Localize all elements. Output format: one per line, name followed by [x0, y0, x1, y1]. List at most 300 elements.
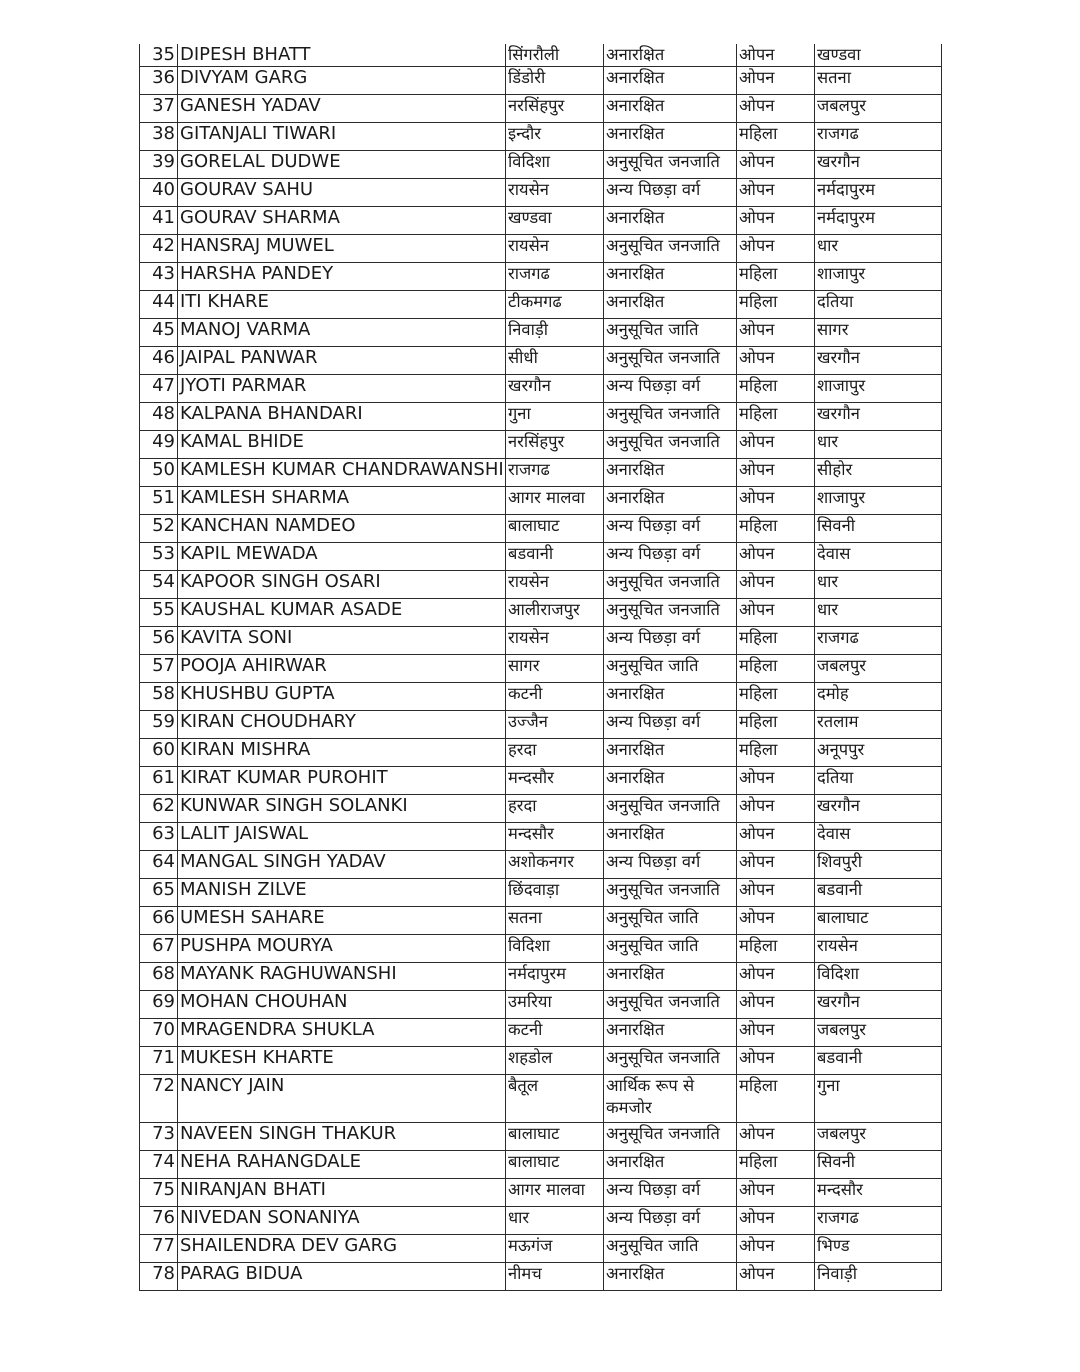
quota-type-cell: ओपन [737, 767, 815, 795]
home-district-cell: नरसिंहपुर [506, 95, 604, 123]
serial-number-cell: 63 [140, 823, 178, 851]
home-district-cell: सतना [506, 907, 604, 935]
serial-number-cell: 39 [140, 151, 178, 179]
posting-district-cell: जबलपुर [815, 1123, 942, 1151]
serial-number-cell: 65 [140, 879, 178, 907]
category-cell: अन्य पिछड़ा वर्ग [604, 375, 737, 403]
candidate-name-cell: KHUSHBU GUPTA [178, 683, 506, 711]
home-district-cell: इन्दौर [506, 123, 604, 151]
quota-type-cell: ओपन [737, 851, 815, 879]
category-cell: अनारक्षित [604, 95, 737, 123]
table-row [140, 1207, 942, 1235]
table-row [140, 991, 942, 1019]
candidate-name-cell: HANSRAJ MUWEL [178, 235, 506, 263]
home-district-cell: मन्दसौर [506, 767, 604, 795]
serial-number-cell: 54 [140, 571, 178, 599]
quota-type-cell: ओपन [737, 963, 815, 991]
category-cell: अनुसूचित जनजाति [604, 571, 737, 599]
category-cell: अनारक्षित [604, 487, 737, 515]
posting-district-cell: रायसेन [815, 935, 942, 963]
posting-district-cell: बालाघाट [815, 907, 942, 935]
category-cell: अनारक्षित [604, 739, 737, 767]
table-row [140, 739, 942, 767]
candidate-name-cell: NANCY JAIN [178, 1075, 506, 1123]
quota-type-cell: ओपन [737, 1263, 815, 1291]
table-row [140, 515, 942, 543]
candidate-name-cell: PUSHPA MOURYA [178, 935, 506, 963]
quota-type-cell: ओपन [737, 431, 815, 459]
candidate-name-cell: KAVITA SONI [178, 627, 506, 655]
posting-district-cell: बडवानी [815, 879, 942, 907]
category-cell: अनुसूचित जनजाति [604, 879, 737, 907]
table-row [140, 67, 942, 95]
posting-district-cell: भिण्ड [815, 1235, 942, 1263]
posting-district-cell: गुना [815, 1075, 942, 1123]
candidate-table [139, 44, 942, 1291]
quota-type-cell: महिला [737, 515, 815, 543]
serial-number-cell: 50 [140, 459, 178, 487]
candidate-name-cell: GOURAV SAHU [178, 179, 506, 207]
home-district-cell: डिंडोरी [506, 67, 604, 95]
candidate-name-cell: NEHA RAHANGDALE [178, 1151, 506, 1179]
posting-district-cell: राजगढ [815, 123, 942, 151]
category-cell: अन्य पिछड़ा वर्ग [604, 851, 737, 879]
home-district-cell: शहडोल [506, 1047, 604, 1075]
category-cell: अनारक्षित [604, 123, 737, 151]
quota-type-cell: महिला [737, 1151, 815, 1179]
serial-number-cell: 38 [140, 123, 178, 151]
category-cell: अनुसूचित जाति [604, 319, 737, 347]
serial-number-cell: 66 [140, 907, 178, 935]
quota-type-cell: ओपन [737, 151, 815, 179]
home-district-cell: नीमच [506, 1263, 604, 1291]
posting-district-cell: अनूपपुर [815, 739, 942, 767]
home-district-cell: बैतूल [506, 1075, 604, 1123]
home-district-cell: सीधी [506, 347, 604, 375]
serial-number-cell: 40 [140, 179, 178, 207]
serial-number-cell: 36 [140, 67, 178, 95]
posting-district-cell: देवास [815, 823, 942, 851]
posting-district-cell: शाजापुर [815, 375, 942, 403]
table-row [140, 935, 942, 963]
category-cell: अनुसूचित जनजाति [604, 347, 737, 375]
home-district-cell: खण्डवा [506, 207, 604, 235]
quota-type-cell: ओपन [737, 991, 815, 1019]
quota-type-cell: ओपन [737, 795, 815, 823]
table-row [140, 1151, 942, 1179]
candidate-table-body [140, 44, 942, 1291]
candidate-name-cell: NAVEEN SINGH THAKUR [178, 1123, 506, 1151]
category-cell: अनारक्षित [604, 291, 737, 319]
candidate-name-cell: GITANJALI TIWARI [178, 123, 506, 151]
quota-type-cell: ओपन [737, 95, 815, 123]
category-cell: अन्य पिछड़ा वर्ग [604, 627, 737, 655]
quota-type-cell: ओपन [737, 1019, 815, 1047]
quota-type-cell: महिला [737, 123, 815, 151]
home-district-cell: निवाड़ी [506, 319, 604, 347]
table-row [140, 879, 942, 907]
quota-type-cell: महिला [737, 683, 815, 711]
posting-district-cell: राजगढ [815, 1207, 942, 1235]
category-cell: अनुसूचित जनजाति [604, 1123, 737, 1151]
serial-number-cell: 57 [140, 655, 178, 683]
serial-number-cell: 35 [140, 44, 178, 67]
home-district-cell: खरगौन [506, 375, 604, 403]
candidate-name-cell: LALIT JAISWAL [178, 823, 506, 851]
home-district-cell: राजगढ [506, 263, 604, 291]
posting-district-cell: जबलपुर [815, 1019, 942, 1047]
category-cell: अनारक्षित [604, 1263, 737, 1291]
candidate-name-cell: KAUSHAL KUMAR ASADE [178, 599, 506, 627]
posting-district-cell: सतना [815, 67, 942, 95]
quota-type-cell: महिला [737, 935, 815, 963]
serial-number-cell: 72 [140, 1075, 178, 1123]
candidate-name-cell: NIRANJAN BHATI [178, 1179, 506, 1207]
category-cell: अनारक्षित [604, 44, 737, 67]
home-district-cell: विदिशा [506, 151, 604, 179]
table-row [140, 95, 942, 123]
home-district-cell: आलीराजपुर [506, 599, 604, 627]
quota-type-cell: महिला [737, 739, 815, 767]
category-cell: अनारक्षित [604, 263, 737, 291]
table-row [140, 963, 942, 991]
posting-district-cell: खरगौन [815, 403, 942, 431]
serial-number-cell: 61 [140, 767, 178, 795]
candidate-name-cell: MANISH ZILVE [178, 879, 506, 907]
table-row [140, 375, 942, 403]
quota-type-cell: ओपन [737, 571, 815, 599]
home-district-cell: रायसेन [506, 235, 604, 263]
table-row [140, 851, 942, 879]
posting-district-cell: देवास [815, 543, 942, 571]
table-row [140, 291, 942, 319]
quota-type-cell: ओपन [737, 1123, 815, 1151]
home-district-cell: कटनी [506, 683, 604, 711]
quota-type-cell: ओपन [737, 487, 815, 515]
serial-number-cell: 77 [140, 1235, 178, 1263]
posting-district-cell: नर्मदापुरम [815, 179, 942, 207]
table-row [140, 487, 942, 515]
quota-type-cell: महिला [737, 1075, 815, 1123]
category-cell: अनारक्षित [604, 767, 737, 795]
candidate-name-cell: HARSHA PANDEY [178, 263, 506, 291]
candidate-name-cell: KAMLESH SHARMA [178, 487, 506, 515]
home-district-cell: बालाघाट [506, 515, 604, 543]
table-row [140, 347, 942, 375]
candidate-name-cell: GANESH YADAV [178, 95, 506, 123]
posting-district-cell: खण्डवा [815, 44, 942, 67]
candidate-name-cell: UMESH SAHARE [178, 907, 506, 935]
quota-type-cell: ओपन [737, 599, 815, 627]
serial-number-cell: 58 [140, 683, 178, 711]
serial-number-cell: 78 [140, 1263, 178, 1291]
category-cell: अनारक्षित [604, 1151, 737, 1179]
home-district-cell: रायसेन [506, 571, 604, 599]
posting-district-cell: दतिया [815, 291, 942, 319]
candidate-name-cell: KAMAL BHIDE [178, 431, 506, 459]
posting-district-cell: शाजापुर [815, 487, 942, 515]
category-cell: अनारक्षित [604, 67, 737, 95]
home-district-cell: अशोकनगर [506, 851, 604, 879]
serial-number-cell: 48 [140, 403, 178, 431]
candidate-name-cell: GOURAV SHARMA [178, 207, 506, 235]
serial-number-cell: 47 [140, 375, 178, 403]
table-row [140, 403, 942, 431]
category-cell: अनुसूचित जनजाति [604, 991, 737, 1019]
home-district-cell: राजगढ [506, 459, 604, 487]
candidate-name-cell: KIRAN CHOUDHARY [178, 711, 506, 739]
candidate-name-cell: KAPIL MEWADA [178, 543, 506, 571]
table-row [140, 44, 942, 67]
serial-number-cell: 46 [140, 347, 178, 375]
quota-type-cell: ओपन [737, 67, 815, 95]
home-district-cell: आगर मालवा [506, 487, 604, 515]
home-district-cell: बालाघाट [506, 1123, 604, 1151]
home-district-cell: बडवानी [506, 543, 604, 571]
home-district-cell: रायसेन [506, 627, 604, 655]
home-district-cell: नर्मदापुरम [506, 963, 604, 991]
posting-district-cell: सिवनी [815, 1151, 942, 1179]
table-row [140, 151, 942, 179]
serial-number-cell: 62 [140, 795, 178, 823]
home-district-cell: उमरिया [506, 991, 604, 1019]
serial-number-cell: 37 [140, 95, 178, 123]
posting-district-cell: बडवानी [815, 1047, 942, 1075]
posting-district-cell: खरगौन [815, 151, 942, 179]
table-row [140, 263, 942, 291]
table-row [140, 319, 942, 347]
category-cell: अन्य पिछड़ा वर्ग [604, 515, 737, 543]
home-district-cell: गुना [506, 403, 604, 431]
quota-type-cell: ओपन [737, 235, 815, 263]
candidate-name-cell: MANOJ VARMA [178, 319, 506, 347]
posting-district-cell: सागर [815, 319, 942, 347]
table-row [140, 823, 942, 851]
table-row [140, 207, 942, 235]
candidate-name-cell: KAMLESH KUMAR CHANDRAWANSHI [178, 459, 506, 487]
quota-type-cell: महिला [737, 655, 815, 683]
serial-number-cell: 67 [140, 935, 178, 963]
quota-type-cell: ओपन [737, 1179, 815, 1207]
table-row [140, 543, 942, 571]
serial-number-cell: 55 [140, 599, 178, 627]
quota-type-cell: ओपन [737, 543, 815, 571]
quota-type-cell: ओपन [737, 1235, 815, 1263]
serial-number-cell: 76 [140, 1207, 178, 1235]
table-row [140, 711, 942, 739]
home-district-cell: विदिशा [506, 935, 604, 963]
table-row [140, 1075, 942, 1123]
table-row [140, 767, 942, 795]
posting-district-cell: शिवपुरी [815, 851, 942, 879]
quota-type-cell: महिला [737, 375, 815, 403]
posting-district-cell: जबलपुर [815, 655, 942, 683]
serial-number-cell: 53 [140, 543, 178, 571]
home-district-cell: आगर मालवा [506, 1179, 604, 1207]
posting-district-cell: मन्दसौर [815, 1179, 942, 1207]
table-row [140, 683, 942, 711]
home-district-cell: धार [506, 1207, 604, 1235]
candidate-name-cell: KANCHAN NAMDEO [178, 515, 506, 543]
quota-type-cell: ओपन [737, 179, 815, 207]
serial-number-cell: 69 [140, 991, 178, 1019]
candidate-name-cell: KUNWAR SINGH SOLANKI [178, 795, 506, 823]
posting-district-cell: खरगौन [815, 795, 942, 823]
category-cell: अनारक्षित [604, 459, 737, 487]
quota-type-cell: महिला [737, 263, 815, 291]
table-row [140, 627, 942, 655]
candidate-name-cell: JYOTI PARMAR [178, 375, 506, 403]
candidate-name-cell: KIRAT KUMAR PUROHIT [178, 767, 506, 795]
candidate-name-cell: SHAILENDRA DEV GARG [178, 1235, 506, 1263]
quota-type-cell: ओपन [737, 823, 815, 851]
serial-number-cell: 59 [140, 711, 178, 739]
category-cell: अन्य पिछड़ा वर्ग [604, 711, 737, 739]
serial-number-cell: 68 [140, 963, 178, 991]
table-row [140, 179, 942, 207]
home-district-cell: उज्जैन [506, 711, 604, 739]
candidate-name-cell: ITI KHARE [178, 291, 506, 319]
category-cell: आर्थिक रूप से कमजोर [604, 1075, 737, 1123]
candidate-name-cell: JAIPAL PANWAR [178, 347, 506, 375]
serial-number-cell: 52 [140, 515, 178, 543]
table-row [140, 907, 942, 935]
category-cell: अनुसूचित जाति [604, 655, 737, 683]
quota-type-cell: ओपन [737, 44, 815, 67]
home-district-cell: हरदा [506, 795, 604, 823]
serial-number-cell: 56 [140, 627, 178, 655]
serial-number-cell: 73 [140, 1123, 178, 1151]
home-district-cell: बालाघाट [506, 1151, 604, 1179]
serial-number-cell: 44 [140, 291, 178, 319]
category-cell: अनारक्षित [604, 207, 737, 235]
category-cell: अनुसूचित जाति [604, 1235, 737, 1263]
quota-type-cell: ओपन [737, 347, 815, 375]
quota-type-cell: ओपन [737, 207, 815, 235]
candidate-name-cell: KAPOOR SINGH OSARI [178, 571, 506, 599]
posting-district-cell: निवाड़ी [815, 1263, 942, 1291]
quota-type-cell: ओपन [737, 879, 815, 907]
serial-number-cell: 75 [140, 1179, 178, 1207]
candidate-name-cell: MAYANK RAGHUWANSHI [178, 963, 506, 991]
table-row [140, 1047, 942, 1075]
quota-type-cell: महिला [737, 291, 815, 319]
posting-district-cell: शाजापुर [815, 263, 942, 291]
posting-district-cell: खरगौन [815, 991, 942, 1019]
category-cell: अनुसूचित जनजाति [604, 431, 737, 459]
candidate-name-cell: PARAG BIDUA [178, 1263, 506, 1291]
posting-district-cell: रतलाम [815, 711, 942, 739]
table-row [140, 1123, 942, 1151]
posting-district-cell: धार [815, 599, 942, 627]
category-cell: अनुसूचित जनजाति [604, 151, 737, 179]
candidate-name-cell: POOJA AHIRWAR [178, 655, 506, 683]
quota-type-cell: ओपन [737, 459, 815, 487]
quota-type-cell: ओपन [737, 1207, 815, 1235]
home-district-cell: टीकमगढ [506, 291, 604, 319]
table-row [140, 795, 942, 823]
posting-district-cell: जबलपुर [815, 95, 942, 123]
posting-district-cell: नर्मदापुरम [815, 207, 942, 235]
quota-type-cell: ओपन [737, 907, 815, 935]
quota-type-cell: महिला [737, 627, 815, 655]
posting-district-cell: राजगढ [815, 627, 942, 655]
table-row [140, 1019, 942, 1047]
serial-number-cell: 51 [140, 487, 178, 515]
candidate-name-cell: MRAGENDRA SHUKLA [178, 1019, 506, 1047]
table-row [140, 235, 942, 263]
category-cell: अन्य पिछड़ा वर्ग [604, 1179, 737, 1207]
category-cell: अनारक्षित [604, 683, 737, 711]
serial-number-cell: 49 [140, 431, 178, 459]
home-district-cell: हरदा [506, 739, 604, 767]
posting-district-cell: धार [815, 571, 942, 599]
quota-type-cell: ओपन [737, 319, 815, 347]
candidate-name-cell: MANGAL SINGH YADAV [178, 851, 506, 879]
home-district-cell: मन्दसौर [506, 823, 604, 851]
category-cell: अन्य पिछड़ा वर्ग [604, 1207, 737, 1235]
table-row [140, 1235, 942, 1263]
serial-number-cell: 74 [140, 1151, 178, 1179]
serial-number-cell: 71 [140, 1047, 178, 1075]
serial-number-cell: 41 [140, 207, 178, 235]
posting-district-cell: खरगौन [815, 347, 942, 375]
candidate-name-cell: GORELAL DUDWE [178, 151, 506, 179]
home-district-cell: मऊगंज [506, 1235, 604, 1263]
candidate-name-cell: MOHAN CHOUHAN [178, 991, 506, 1019]
table-row [140, 655, 942, 683]
table-row [140, 123, 942, 151]
posting-district-cell: दतिया [815, 767, 942, 795]
candidate-name-cell: KALPANA BHANDARI [178, 403, 506, 431]
posting-district-cell: दमोह [815, 683, 942, 711]
serial-number-cell: 64 [140, 851, 178, 879]
home-district-cell: कटनी [506, 1019, 604, 1047]
candidate-name-cell: MUKESH KHARTE [178, 1047, 506, 1075]
quota-type-cell: महिला [737, 403, 815, 431]
category-cell: अनुसूचित जनजाति [604, 403, 737, 431]
home-district-cell: सिंगरौली [506, 44, 604, 67]
home-district-cell: छिंदवाड़ा [506, 879, 604, 907]
home-district-cell: रायसेन [506, 179, 604, 207]
category-cell: अनुसूचित जाति [604, 935, 737, 963]
table-row [140, 599, 942, 627]
home-district-cell: सागर [506, 655, 604, 683]
category-cell: अनुसूचित जनजाति [604, 1047, 737, 1075]
serial-number-cell: 42 [140, 235, 178, 263]
category-cell: अनुसूचित जाति [604, 907, 737, 935]
posting-district-cell: सीहोर [815, 459, 942, 487]
table-row [140, 431, 942, 459]
candidate-name-cell: KIRAN MISHRA [178, 739, 506, 767]
category-cell: अनुसूचित जनजाति [604, 795, 737, 823]
posting-district-cell: सिवनी [815, 515, 942, 543]
serial-number-cell: 43 [140, 263, 178, 291]
category-cell: अनारक्षित [604, 1019, 737, 1047]
posting-district-cell: धार [815, 235, 942, 263]
serial-number-cell: 70 [140, 1019, 178, 1047]
quota-type-cell: ओपन [737, 1047, 815, 1075]
candidate-name-cell: NIVEDAN SONANIYA [178, 1207, 506, 1235]
category-cell: अनारक्षित [604, 823, 737, 851]
serial-number-cell: 60 [140, 739, 178, 767]
candidate-list-sheet [139, 44, 942, 1291]
category-cell: अन्य पिछड़ा वर्ग [604, 543, 737, 571]
category-cell: अन्य पिछड़ा वर्ग [604, 179, 737, 207]
table-row [140, 459, 942, 487]
table-row [140, 571, 942, 599]
posting-district-cell: विदिशा [815, 963, 942, 991]
